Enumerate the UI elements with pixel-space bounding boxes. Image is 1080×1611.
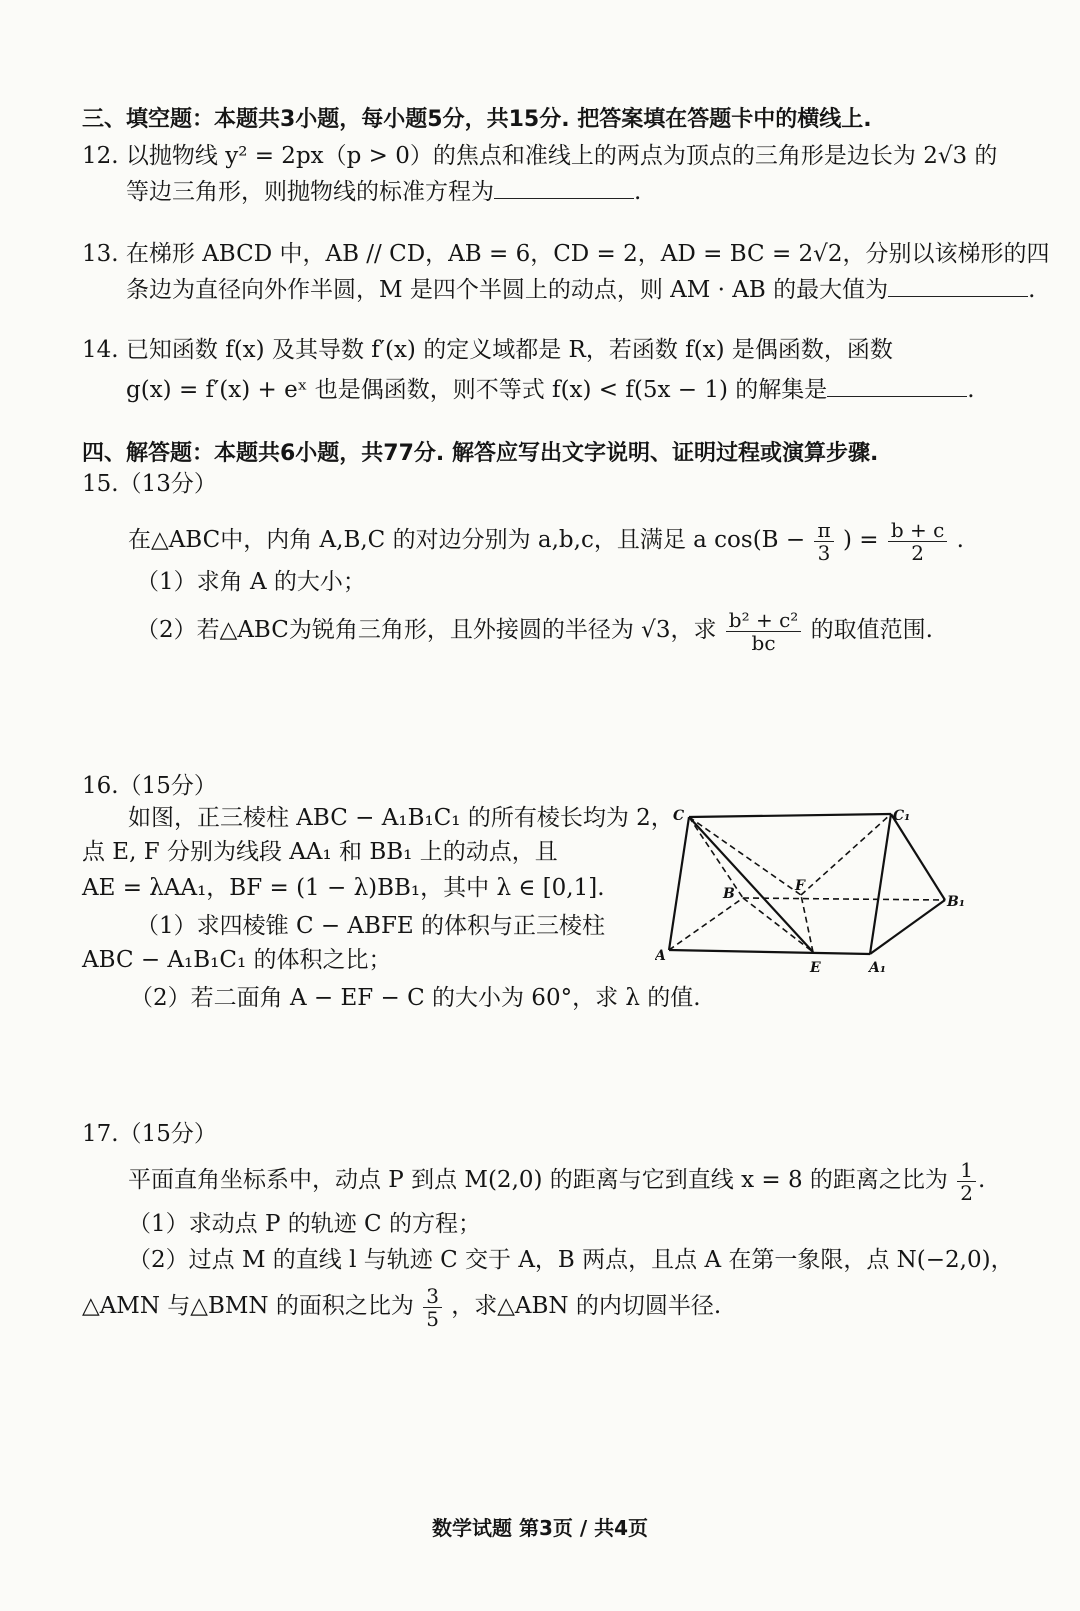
edge-b-b1 [743, 898, 945, 900]
label-e: E [810, 960, 821, 976]
q17-part2-end: ，求△ABN 的内切圆半径. [451, 1293, 722, 1319]
q17-part2-text: △AMN 与△BMN 的面积之比为 [82, 1293, 414, 1319]
q15-part1: （1）求角 A 的大小； [136, 569, 366, 595]
q15-stem-frac2-den: 2 [911, 540, 924, 565]
q17-line1-frac-num: 1 [957, 1159, 976, 1182]
q15-stem-frac2-num: b + c [888, 519, 947, 542]
q15-stem-text: 在△ABC中，内角 A,B,C 的对边分别为 a,b,c，且满足 a cos(B − [128, 527, 806, 553]
q15-part2-fraction [726, 609, 802, 654]
q15-stem [128, 516, 964, 564]
q14-line2-text: g(x) = f′(x) + eˣ 也是偶函数，则不等式 f(x) < f(5x − 1) 的解集是 [126, 377, 828, 403]
q16-part1-a: （1）求四棱锥 C − ABFE 的体积与正三棱柱 [136, 913, 606, 939]
edge-c1-a1 [870, 814, 891, 954]
q17-part2-fraction [423, 1285, 442, 1330]
edge-c-c1 [689, 814, 891, 817]
section-4-header: 四、解答题：本题共6小题，共77分. 解答应写出文字说明、证明过程或演算步骤. [82, 441, 879, 466]
q15-part2-text: （2）若△ABC为锐角三角形，且外接圆的半径为 √3，求 [136, 617, 717, 643]
q15-part2-end: 的取值范围. [810, 617, 933, 643]
page-footer: 数学试题 第3页 / 共4页 [431, 1516, 649, 1540]
q15-part2-frac-den: bc [751, 630, 776, 655]
q13-answer-blank [888, 274, 1028, 297]
edge-f-c1 [801, 814, 891, 895]
q13-line2: 条边为直径向外作半圆，M 是四个半圆上的动点，则 AM · AB 的最大值为 . [126, 274, 1035, 306]
q17-part2-frac-den: 5 [426, 1306, 439, 1331]
q12-answer-blank [494, 176, 634, 199]
q16-part1-b: ABC − A₁B₁C₁ 的体积之比； [82, 947, 392, 973]
q17-line1 [128, 1156, 985, 1204]
label-b: B [723, 886, 735, 902]
q14-line1: 14. 已知函数 f(x) 及其导数 f′(x) 的定义域都是 R，若函数 f(x) 是偶函数，函数 [82, 337, 893, 363]
q16-line2: 点 E, F 分别为线段 AA₁ 和 BB₁ 上的动点，且 [82, 839, 558, 865]
edge-a1-b1 [870, 900, 945, 954]
q17-line1-fraction [957, 1159, 976, 1204]
edge-b-e [743, 898, 813, 952]
q15-stem-fraction2 [888, 519, 947, 564]
q15-stem-end: . [956, 527, 964, 553]
q17-part1: （1）求动点 P 的轨迹 C 的方程； [128, 1211, 481, 1237]
edge-a-a1 [669, 950, 870, 954]
q15-stem-fraction [814, 519, 833, 564]
label-f: F [795, 878, 805, 894]
q16-line1: 如图，正三棱柱 ABC − A₁B₁C₁ 的所有棱长均为 2， [128, 805, 674, 831]
q17-title: 17.（15分） [82, 1121, 217, 1147]
label-a1: A₁ [869, 960, 886, 976]
q16-line3: AE = λAA₁，BF = (1 − λ)BB₁，其中 λ ∈ [0,1]. [82, 875, 605, 901]
q12-line2-text: 等边三角形，则抛物线的标准方程为 [126, 179, 494, 205]
q17-line1-text: 平面直角坐标系中，动点 P 到点 M(2,0) 的距离与它到直线 x = 8 的距离之比为 [128, 1167, 948, 1193]
edge-c-b [689, 817, 743, 898]
q13-line2-text: 条边为直径向外作半圆，M 是四个半圆上的动点，则 AM · AB 的最大值为 [126, 277, 889, 303]
q17-part2-b [82, 1282, 721, 1330]
label-b1: B₁ [947, 894, 965, 910]
q12-line2: 等边三角形，则抛物线的标准方程为 . [126, 176, 641, 208]
q14-answer-blank [827, 374, 967, 397]
q15-stem-frac-num: π [814, 519, 833, 542]
label-c: C [673, 808, 685, 824]
q17-part2-a: （2）过点 M 的直线 l 与轨迹 C 交于 A，B 两点，且点 A 在第一象限，点 N(−2,0)， [128, 1247, 1014, 1273]
q17-line1-frac-den: 2 [960, 1180, 973, 1205]
label-a: A [655, 948, 666, 964]
edge-c-f [689, 817, 801, 895]
q13-line1: 13. 在梯形 ABCD 中，AB // CD，AB = 6，CD = 2，AD = BC = 2√2，分别以该梯形的四 [82, 241, 1050, 267]
edge-c-a [669, 817, 689, 950]
q12-line1: 12. 以抛物线 y² = 2px（p > 0）的焦点和准线上的两点为顶点的三角形是边长为 2√3 的 [82, 143, 998, 169]
q14-line2: g(x) = f′(x) + eˣ 也是偶函数，则不等式 f(x) < f(5x − 1) 的解集是 . [126, 374, 975, 406]
edge-c1-b1 [891, 814, 945, 900]
prism-figure [655, 800, 975, 980]
q17-line1-end: . [977, 1167, 986, 1193]
q15-part2 [136, 606, 933, 654]
q16-title: 16.（15分） [82, 773, 217, 799]
q15-title: 15.（13分） [82, 471, 217, 497]
q15-stem-frac-den: 3 [817, 540, 831, 565]
q16-part2: （2）若二面角 A − EF − C 的大小为 60°，求 λ 的值. [130, 985, 701, 1011]
label-c1: C₁ [893, 808, 911, 824]
q17-part2-frac-num: 3 [423, 1285, 442, 1308]
edge-a-b [669, 898, 743, 950]
section-3-header: 三、填空题：本题共3小题，每小题5分，共15分. 把答案填在答题卡中的横线上. [82, 107, 872, 132]
q15-stem-eq: ) = [842, 527, 879, 553]
q15-part2-frac-num: b² + c² [726, 609, 802, 632]
